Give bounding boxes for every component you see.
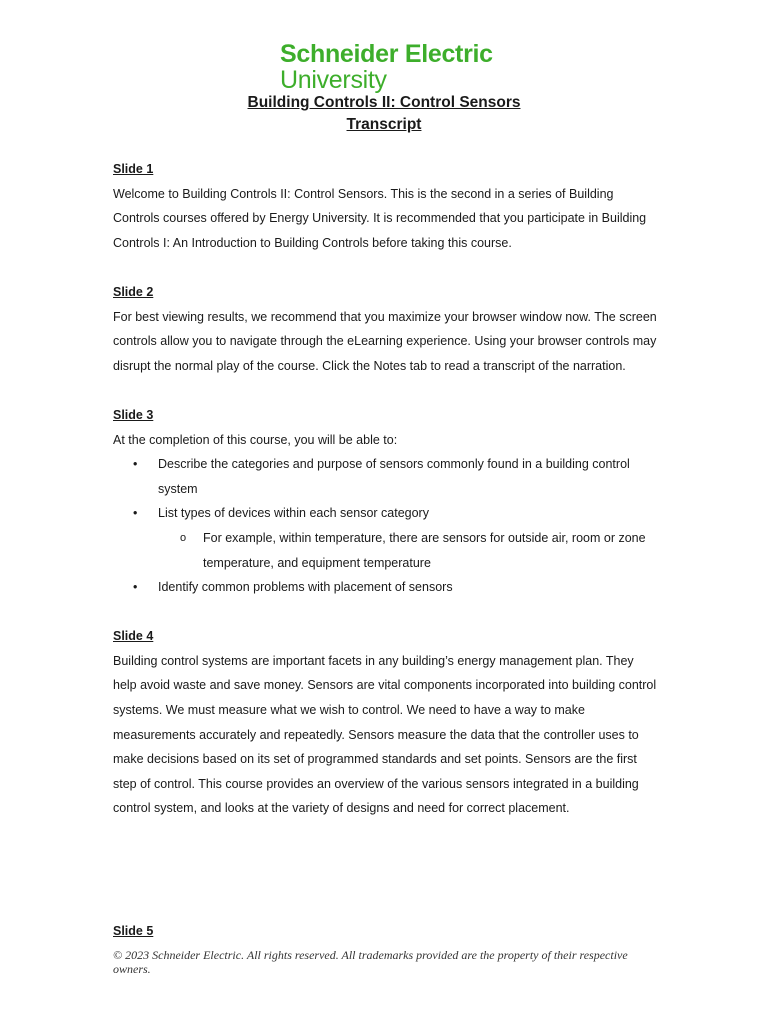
slide-2-text: For best viewing results, we recommend that you maximize your browser window now. The screen controls allow you to navigate through the eLearning experience. Using your browser controls may disrupt the normal play of the course. Click the Notes tab to read a transcript of the narration.	[113, 309, 657, 373]
transcript-body	[113, 157, 658, 944]
list-item: • Identify common problems with placement of sensors	[113, 575, 658, 600]
objectives-list-cont	[113, 575, 658, 600]
slide-3-intro: At the completion of this course, you will be able to:	[113, 432, 398, 447]
sub-list	[113, 526, 658, 575]
sub-list-item: o For example, within temperature, there are sensors for outside air, room or zone temperature, and equipment temperature	[158, 526, 658, 575]
logo-sub: University	[280, 66, 387, 94]
slide-2-heading: Slide 2	[113, 284, 154, 299]
slide-4-text: Building control systems are important facets in any building’s energy management plan. They help avoid waste and save money. Sensors are vital components incorporated into building control systems. We must measure what we wish to control. We need to have a way to make measurements accurately and repeatedly. Sensors measure the data that the controller uses to make decisions based on its set of programmed standards and set points. Sensors are the first step of control. This course provides an overview of the various sensors integrated in a building control system, and looks at the variety of designs and need for correct placement.	[113, 653, 657, 816]
list-item: • Describe the categories and purpose of sensors commonly found in a building control system	[113, 452, 658, 501]
slide-5-heading: Slide 5	[113, 924, 154, 939]
objectives-list	[113, 452, 658, 526]
list-item	[113, 501, 658, 526]
list-item-text: List types of devices within each sensor category	[158, 506, 429, 521]
copyright-footer: © 2023 Schneider Electric. All rights reserved. All trademarks provided are the property of their respective owners.	[113, 948, 628, 976]
slide-1-heading: Slide 1	[113, 162, 154, 176]
logo-brand: Schneider Electric	[280, 40, 493, 68]
slide-3-heading: Slide 3	[113, 407, 154, 422]
schneider-electric-university-logo	[280, 42, 493, 93]
document-title: Building Controls II: Control Sensors	[247, 94, 521, 111]
slide-4-heading: Slide 4	[113, 629, 154, 644]
document-subtitle: Transcript	[346, 116, 422, 133]
slide-1-text: Welcome to Building Controls II: Control Sensors. This is the second in a series of Building Controls courses offered by Energy University. It is recommended that you participate in Building Controls I: An Introduction to Building Controls before taking this course.	[113, 186, 647, 250]
